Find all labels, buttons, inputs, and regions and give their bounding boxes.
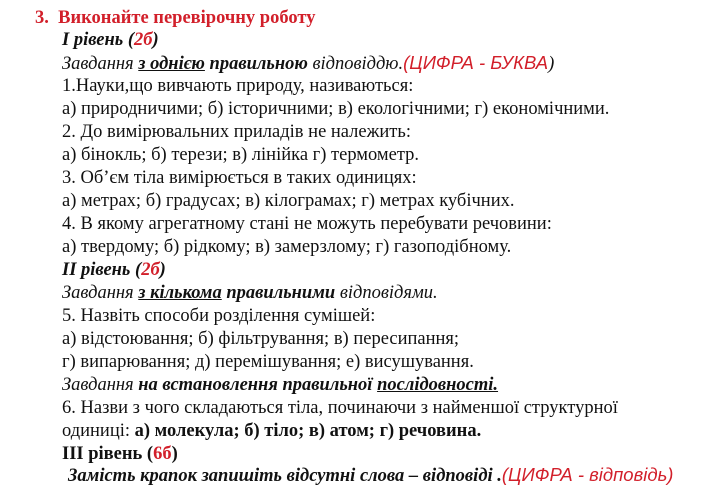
section-title-text: Виконайте перевірочну роботу: [58, 8, 316, 28]
level2-task-instruction: Завдання з кількома правильними відповідями.: [62, 283, 438, 303]
question-1: 1.Науки,що вивчають природу, називаються:: [62, 76, 414, 96]
level2-points: 2б: [141, 260, 160, 280]
answer-format: (ЦИФРА - БУКВА: [403, 52, 549, 73]
level1-heading: І рівень (2б): [62, 30, 159, 50]
question-3: 3. Об’єм тіла вимірюється в таких одиницях:: [62, 168, 417, 188]
fill-answer-format: (ЦИФРА - відповідь): [501, 464, 674, 485]
question-2-options: а) бінокль; б) терези; в) лінійка г) термометр.: [62, 145, 420, 165]
level1-task-instruction: Завдання з однією правильною відповіддю.(ЦИФРА - БУКВА): [62, 52, 555, 74]
fill-in-task-instruction: Замість крапок запишіть відсутні слова – відповіді .(ЦИФРА - відповідь): [68, 464, 674, 486]
question-4: 4. В якому агрегатному стані не можуть перебувати речовини:: [62, 214, 552, 234]
question-5-options-line1: а) відстоювання; б) фільтрування; в) пересипання;: [62, 329, 460, 349]
question-6: 6. Назви з чого складаються тіла, починаючи з найменшої структурної: [62, 398, 618, 418]
question-5-options-line2: г) випарювання; д) перемішування; е) висушування.: [62, 352, 474, 372]
level3-points: 6б: [153, 444, 172, 464]
level1-points: 2б: [133, 30, 153, 50]
section-title: [35, 7, 315, 29]
question-4-options: а) твердому; б) рідкому; в) замерзлому; г) газоподібному.: [62, 237, 512, 257]
question-5: 5. Назвіть способи розділення сумішей:: [62, 306, 376, 326]
question-3-options: а) метрах; б) градусах; в) кілограмах; г) метрах кубічних.: [62, 191, 515, 211]
section-number: 3.: [35, 8, 49, 28]
level2-heading: ІІ рівень (2б): [62, 260, 166, 280]
level3-heading: ІІІ рівень (6б): [62, 444, 178, 464]
question-1-options: а) природничими; б) історичними; в) екологічними; г) економічними.: [62, 99, 610, 119]
sequence-task-instruction: Завдання на встановлення правильної послідовності.: [62, 375, 499, 395]
question-2: 2. До вимірювальних приладів не належить:: [62, 122, 411, 142]
question-6-options: одиниці: а) молекула; б) тіло; в) атом; г) речовина.: [62, 421, 482, 441]
